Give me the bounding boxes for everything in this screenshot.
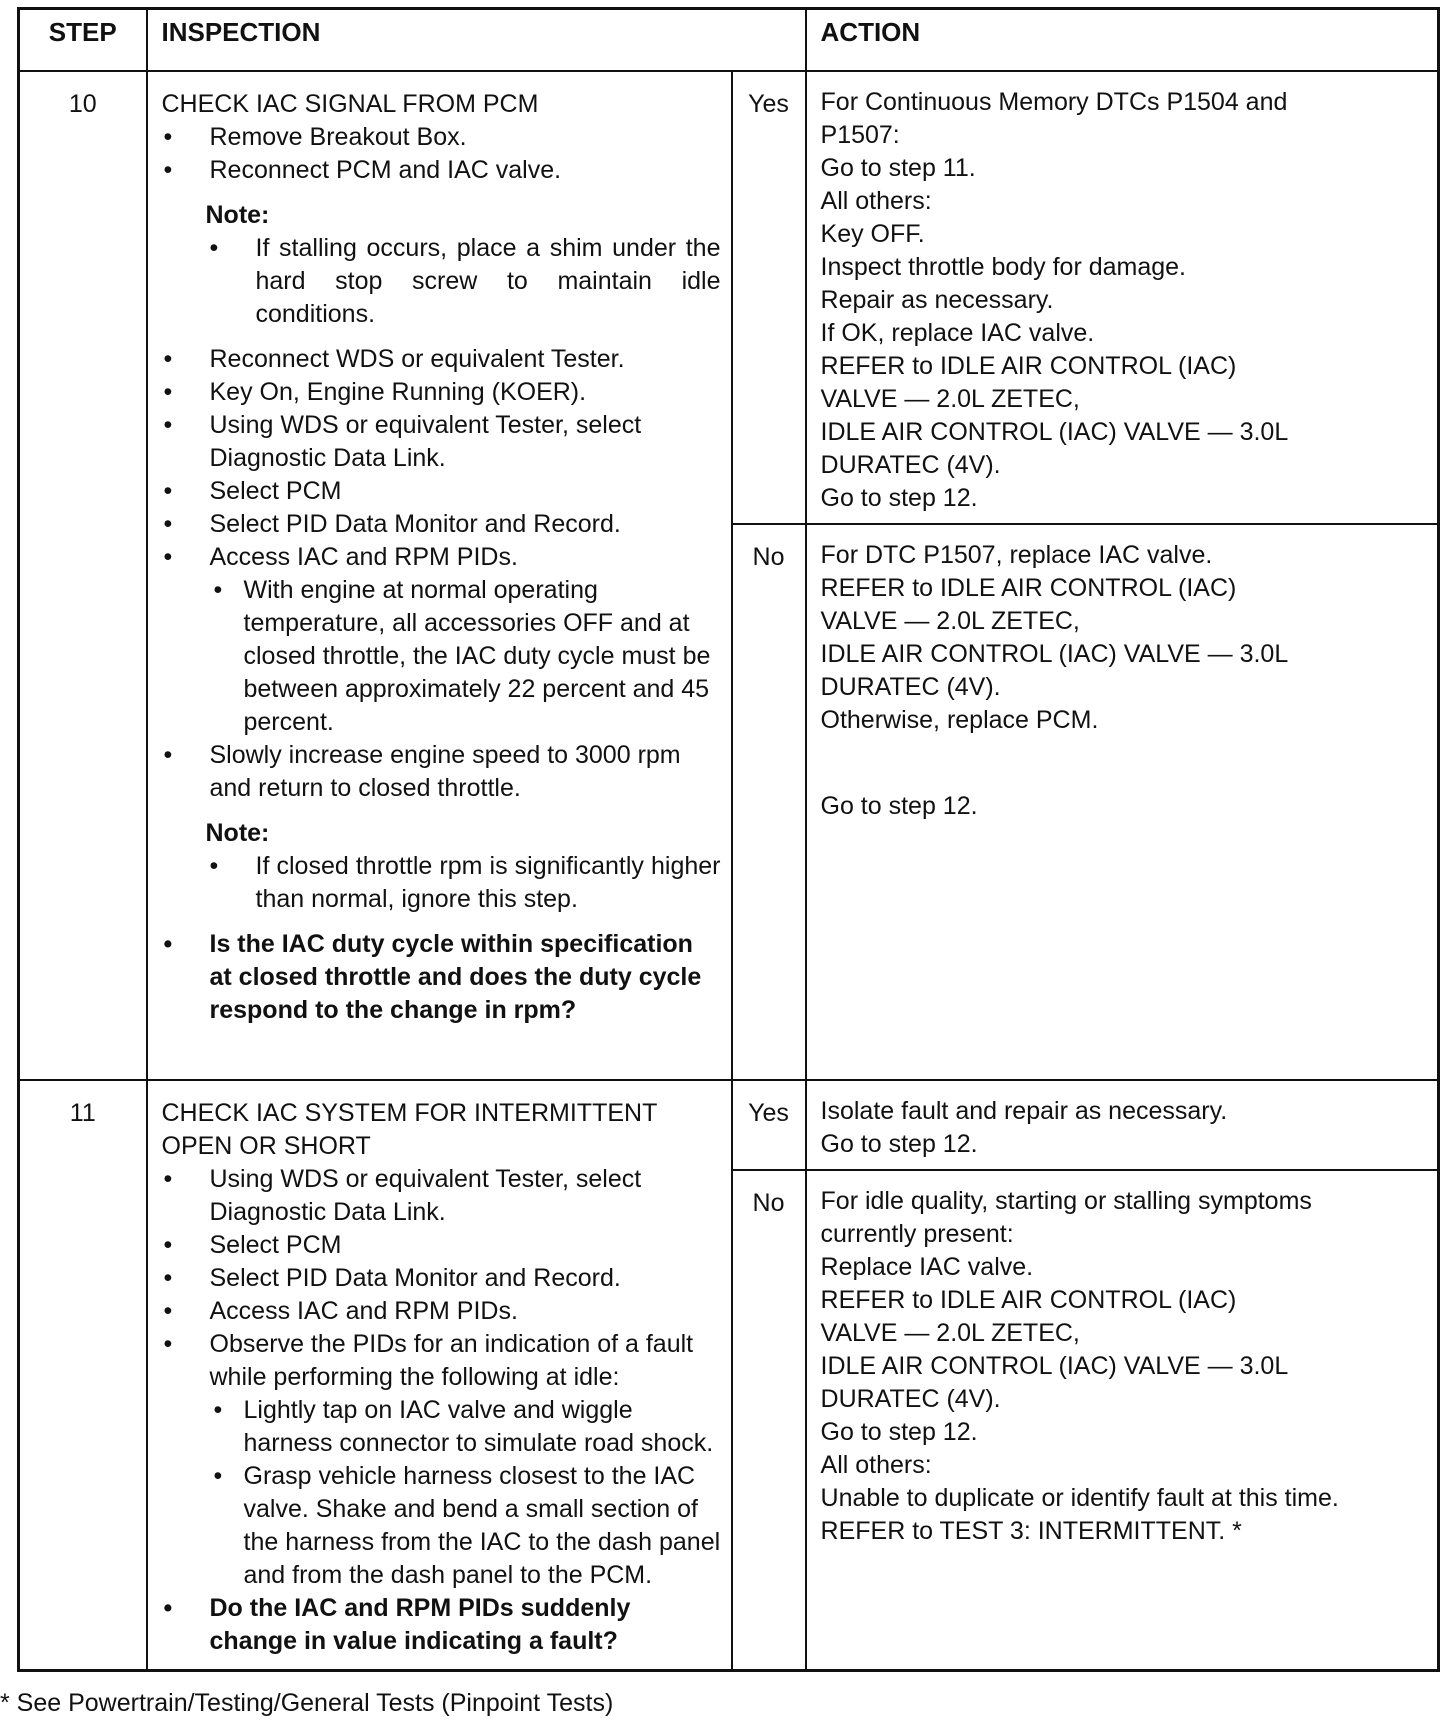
action-line: Key OFF. bbox=[820, 220, 925, 248]
list-item: • Access IAC and RPM PIDs. bbox=[162, 541, 721, 574]
step-header: STEP bbox=[19, 9, 147, 72]
step-10-inspection bbox=[147, 71, 732, 1080]
step-10-question: • Is the IAC duty cycle within specification at closed throttle and does the duty cycle respond to the change in rpm? bbox=[162, 928, 721, 1027]
sub-list-item: • Lightly tap on IAC valve and wiggle harness connector to simulate road shock. bbox=[162, 1394, 721, 1460]
list-item: • Select PID Data Monitor and Record. bbox=[162, 508, 721, 541]
diagnostic-page bbox=[17, 7, 1437, 1672]
action-line: Repair as necessary. bbox=[820, 286, 1054, 314]
action-line: Otherwise, replace PCM. bbox=[820, 706, 1099, 734]
action-line: All others: bbox=[820, 1451, 932, 1479]
action-line: Unable to duplicate or identify fault at this time. bbox=[820, 1484, 1339, 1512]
list-item: • Using WDS or equivalent Tester, select Diagnostic Data Link. bbox=[162, 409, 721, 475]
note-label: Note: bbox=[205, 201, 270, 229]
list-item: • Using WDS or equivalent Tester, select Diagnostic Data Link. bbox=[162, 1163, 721, 1229]
action-line: Go to step 12. bbox=[820, 1418, 978, 1446]
action-line: IDLE AIR CONTROL (IAC) VALVE — 3.0L bbox=[820, 640, 1289, 668]
list-item: • Access IAC and RPM PIDs. bbox=[162, 1295, 721, 1328]
list-item: • Select PID Data Monitor and Record. bbox=[162, 1262, 721, 1295]
action-line: VALVE — 2.0L ZETEC, bbox=[820, 1319, 1080, 1347]
sub-list-item: • Grasp vehicle harness closest to the IAC valve. Shake and bend a small section of the harness from the IAC to the dash panel and from the dash panel to the PCM. bbox=[162, 1460, 721, 1592]
diagnostic-table bbox=[17, 7, 1440, 1672]
step-11-yes-row bbox=[19, 1080, 1439, 1170]
step-10-no-action bbox=[806, 524, 1439, 1080]
action-line: IDLE AIR CONTROL (IAC) VALVE — 3.0L bbox=[820, 418, 1289, 446]
action-line: Go to step 12. bbox=[820, 1130, 978, 1158]
action-line: Inspect throttle body for damage. bbox=[820, 253, 1187, 281]
step-11-no-action bbox=[806, 1170, 1439, 1670]
step-11-question: • Do the IAC and RPM PIDs suddenly change in value indicating a fault? bbox=[162, 1592, 721, 1658]
list-item: • Reconnect WDS or equivalent Tester. bbox=[162, 343, 721, 376]
note-text: • If closed throttle rpm is significantly higher than normal, ignore this step. bbox=[162, 850, 721, 916]
step-10-yes-action bbox=[806, 71, 1439, 524]
action-line: P1507: bbox=[820, 121, 900, 149]
step-11-yes-label: Yes bbox=[732, 1080, 806, 1170]
action-line: Go to step 11. bbox=[820, 154, 976, 182]
header-row bbox=[19, 9, 1439, 72]
action-line: For DTC P1507, replace IAC valve. bbox=[820, 541, 1213, 569]
action-line: DURATEC (4V). bbox=[820, 673, 1001, 701]
list-item: • Observe the PIDs for an indication of a fault while performing the following at idle: bbox=[162, 1328, 721, 1394]
action-line: Go to step 12. bbox=[820, 792, 978, 820]
step-11-no-label: No bbox=[732, 1170, 806, 1670]
step-10-title: CHECK IAC SIGNAL FROM PCM bbox=[161, 90, 539, 118]
footnote: * See Powertrain/Testing/General Tests (Pinpoint Tests) bbox=[0, 1689, 614, 1717]
note-text: • If stalling occurs, place a shim under the hard stop screw to maintain idle conditions. bbox=[162, 232, 721, 331]
action-line: For Continuous Memory DTCs P1504 and bbox=[820, 88, 1288, 116]
step-10-number: 10 bbox=[19, 71, 147, 1080]
list-item: • Key On, Engine Running (KOER). bbox=[162, 376, 721, 409]
inspection-header: INSPECTION bbox=[147, 9, 806, 72]
action-line: If OK, replace IAC valve. bbox=[820, 319, 1095, 347]
action-line: REFER to TEST 3: INTERMITTENT. * bbox=[820, 1517, 1242, 1545]
action-line: REFER to IDLE AIR CONTROL (IAC) bbox=[820, 1286, 1237, 1314]
action-line: DURATEC (4V). bbox=[820, 451, 1001, 479]
action-line: REFER to IDLE AIR CONTROL (IAC) bbox=[820, 574, 1237, 602]
step-11-inspection bbox=[147, 1080, 732, 1670]
action-line: currently present: bbox=[820, 1220, 1014, 1248]
action-line: VALVE — 2.0L ZETEC, bbox=[820, 385, 1080, 413]
action-header: ACTION bbox=[806, 9, 1439, 72]
step-11-number: 11 bbox=[19, 1080, 147, 1670]
action-line: For idle quality, starting or stalling symptoms bbox=[820, 1187, 1312, 1215]
step-10-yes-row bbox=[19, 71, 1439, 524]
action-line: Replace IAC valve. bbox=[820, 1253, 1034, 1281]
action-line: REFER to IDLE AIR CONTROL (IAC) bbox=[820, 352, 1237, 380]
action-line: DURATEC (4V). bbox=[820, 1385, 1001, 1413]
action-line: Go to step 12. bbox=[820, 484, 978, 512]
action-line: Isolate fault and repair as necessary. bbox=[820, 1097, 1228, 1125]
step-10-no-label: No bbox=[732, 524, 806, 1080]
action-line: IDLE AIR CONTROL (IAC) VALVE — 3.0L bbox=[820, 1352, 1289, 1380]
list-item: • Select PCM bbox=[162, 1229, 721, 1262]
list-item: • Remove Breakout Box. bbox=[162, 121, 721, 154]
step-11-yes-action bbox=[806, 1080, 1439, 1170]
note-label: Note: bbox=[205, 819, 270, 847]
action-line: All others: bbox=[820, 187, 932, 215]
list-item: • Select PCM bbox=[162, 475, 721, 508]
step-10-yes-label: Yes bbox=[732, 71, 806, 524]
list-item: • Reconnect PCM and IAC valve. bbox=[162, 154, 721, 187]
sub-list-item: • With engine at normal operating temperature, all accessories OFF and at closed throttle, the IAC duty cycle must be between approximately 22 percent and 45 percent. bbox=[162, 574, 721, 739]
action-line: VALVE — 2.0L ZETEC, bbox=[820, 607, 1080, 635]
step-11-title: CHECK IAC SYSTEM FOR INTERMITTENT OPEN OR SHORT bbox=[161, 1099, 657, 1160]
list-item: • Slowly increase engine speed to 3000 rpm and return to closed throttle. bbox=[162, 739, 721, 805]
